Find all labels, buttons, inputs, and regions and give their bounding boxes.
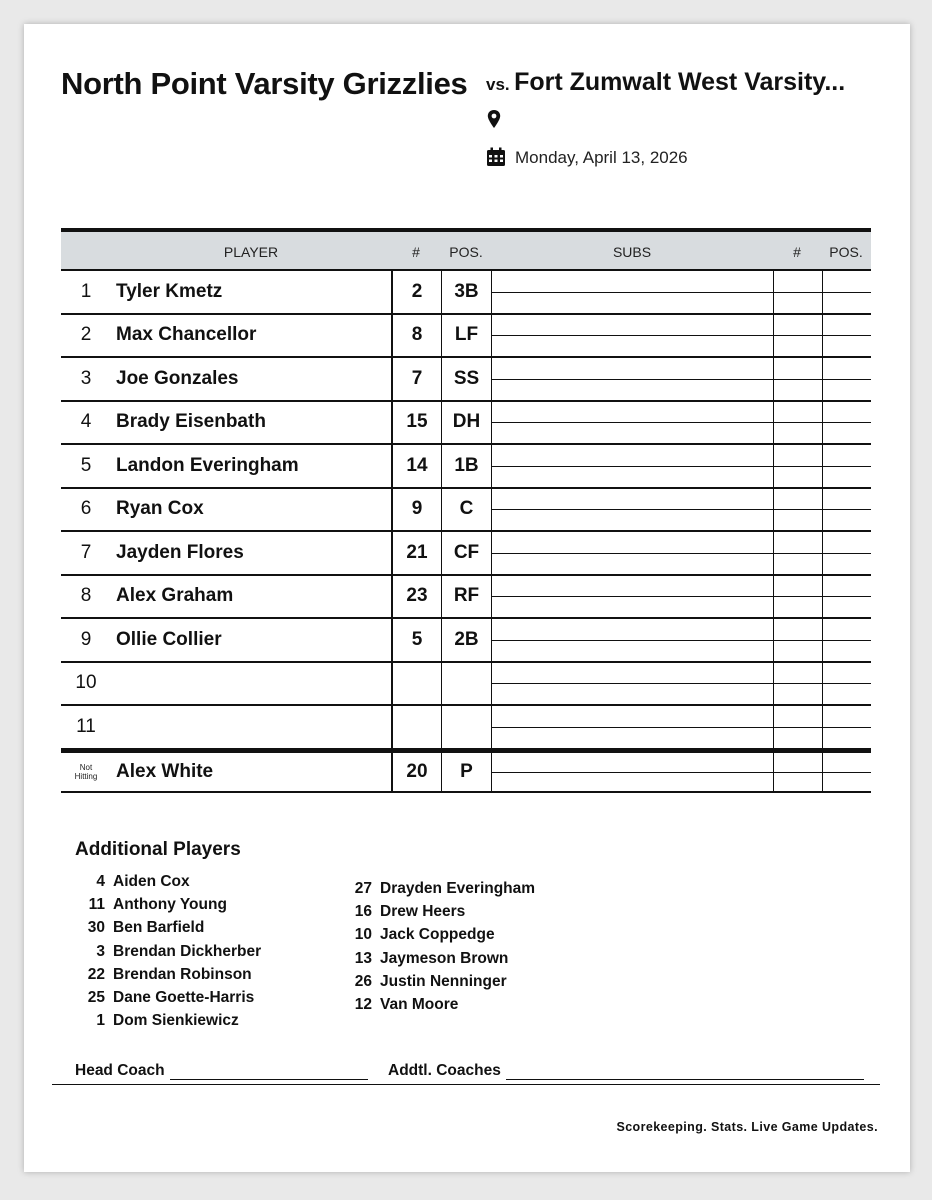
player-position: 1B [441,445,491,487]
additional-player-number: 13 [354,949,372,967]
player-name: Jayden Flores [116,541,244,563]
additional-player-name: Brendan Robinson [113,965,252,983]
player-name: Ollie Collier [116,628,222,650]
player-number: 5 [391,619,441,661]
batting-order: 7 [80,541,92,563]
additional-player-number: 11 [88,896,105,914]
not-hitting-row [61,750,871,794]
lineup-row [61,358,871,402]
position-column-header: POS. [449,244,483,260]
batting-order: 9 [80,628,92,650]
sub-position-column-header: POS. [829,244,863,260]
player-number: 8 [391,315,441,357]
additional-player-name: Dom Sienkiewicz [113,1012,239,1030]
player-number: 21 [391,532,441,574]
player-position: 2B [441,619,491,661]
sub-divider [491,727,871,728]
batting-order: 1 [80,280,92,302]
lineup-row [61,489,871,533]
player-position: LF [441,315,491,357]
additional-player-number: 27 [354,880,372,897]
player-number: 2 [391,271,441,313]
lineup-row [61,706,871,750]
additional-player-name: Ben Barfield [113,919,205,937]
lineup-card [24,24,910,1172]
additional-player-name: Jack Coppedge [380,926,495,944]
additional-player [75,919,261,942]
player-column-header: PLAYER [223,244,279,260]
additional-player-number: 25 [87,988,105,1006]
additional-player [342,880,535,903]
player-name: Alex White [116,760,214,782]
additional-player-number: 16 [354,903,372,921]
player-number: 9 [391,489,441,531]
batting-order: 3 [80,367,92,389]
player-name: Tyler Kmetz [116,280,223,302]
player-name: Max Chancellor [116,324,257,346]
player-position: P [441,753,491,792]
player-position: DH [441,402,491,444]
player-position: 3B [441,271,491,313]
player-position [441,706,491,748]
player-name: Ryan Cox [116,498,204,520]
additional-player-name: Aiden Cox [113,873,190,890]
batting-order: 5 [80,454,92,476]
sub-divider [491,292,871,293]
additional-player-name: Van Moore [380,995,459,1013]
additional-player [75,873,261,896]
map-pin-icon [486,109,502,129]
additional-player-number: 1 [96,1012,105,1030]
game-date: Monday, April 13, 2026 [515,148,688,167]
additional-player [342,950,535,973]
additional-player-name: Brendan Dickherber [113,942,262,960]
player-name [116,706,391,748]
additional-coaches-line [506,1064,864,1080]
player-number: 7 [391,358,441,400]
not-hitting-label: Not Hitting [74,762,98,781]
player-number [391,663,441,705]
lineup-row [61,402,871,446]
head-coach-field [75,1062,368,1080]
lineup-row [61,532,871,576]
additional-player-name: Drew Heers [380,903,466,921]
sub-divider [491,509,871,510]
additional-player-number: 10 [354,926,372,944]
player-number: 20 [391,753,441,792]
additional-player-name: Drayden Everingham [380,880,536,897]
lineup-row [61,445,871,489]
additional-player-number: 26 [354,972,372,990]
vs-label: vs. [486,75,510,94]
additional-player-name: Anthony Young [113,896,227,914]
additional-players-list-left [75,873,261,1035]
sub-divider [491,466,871,467]
additional-player-number: 4 [96,873,105,890]
player-number: 14 [391,445,441,487]
additional-players-title: Additional Players [75,839,241,860]
sub-divider [491,422,871,423]
sub-divider [491,553,871,554]
calendar-icon [486,147,506,167]
additional-player-number: 3 [96,942,105,960]
player-position: C [441,489,491,531]
batting-order: 4 [80,411,92,433]
batting-order: 8 [80,585,92,607]
sub-divider [491,379,871,380]
sub-divider [491,640,871,641]
batting-order: 6 [80,498,92,520]
player-name [116,663,391,705]
lineup-header [61,232,871,271]
additional-player [75,1012,261,1035]
sub-divider [491,683,871,684]
opponent-line [486,68,845,97]
sub-divider [491,596,871,597]
additional-player-name: Dane Goette-Harris [113,988,255,1006]
player-name: Brady Eisenbath [116,411,266,433]
away-team-name: Fort Zumwalt West Varsity... [514,68,846,96]
additional-player [342,996,535,1019]
lineup-row [61,619,871,663]
additional-player [342,973,535,996]
additional-player-number: 12 [354,995,372,1013]
footer-tagline: Scorekeeping. Stats. Live Game Updates. [616,1120,878,1134]
sub-divider [491,335,871,336]
player-position: SS [441,358,491,400]
player-name: Alex Graham [116,585,234,607]
player-number: 23 [391,576,441,618]
sub-divider [491,772,871,773]
head-coach-line [170,1064,368,1080]
additional-player [342,903,535,926]
lineup-row [61,315,871,359]
additional-player-name: Jaymeson Brown [380,949,509,967]
lineup-row [61,576,871,620]
lineup-table [61,228,871,793]
additional-player [75,989,261,1012]
lineup-row [61,271,871,315]
additional-player-number: 22 [87,965,105,983]
footer-divider [52,1084,880,1085]
head-coach-label: Head Coach [75,1062,165,1079]
player-number [391,706,441,748]
sub-number-column-header: # [793,244,801,260]
additional-player [75,943,261,966]
player-name: Landon Everingham [116,454,299,476]
batting-order: 2 [80,324,92,346]
additional-player [75,896,261,919]
player-position: CF [441,532,491,574]
additional-coaches-label: Addtl. Coaches [388,1062,501,1079]
additional-player-number: 30 [87,919,105,937]
number-column-header: # [412,244,420,260]
player-position: RF [441,576,491,618]
additional-player-name: Justin Nenninger [380,972,507,990]
subs-column-header: SUBS [612,244,652,260]
player-position [441,663,491,705]
additional-coaches-field [388,1062,864,1080]
batting-order: 10 [75,672,97,694]
player-name: Joe Gonzales [116,367,239,389]
player-number: 15 [391,402,441,444]
additional-players-list-right [342,880,535,1019]
home-team-name: North Point Varsity Grizzlies [61,66,468,101]
batting-order: 11 [76,715,96,737]
lineup-row [61,663,871,707]
additional-player [75,966,261,989]
additional-player [342,926,535,949]
